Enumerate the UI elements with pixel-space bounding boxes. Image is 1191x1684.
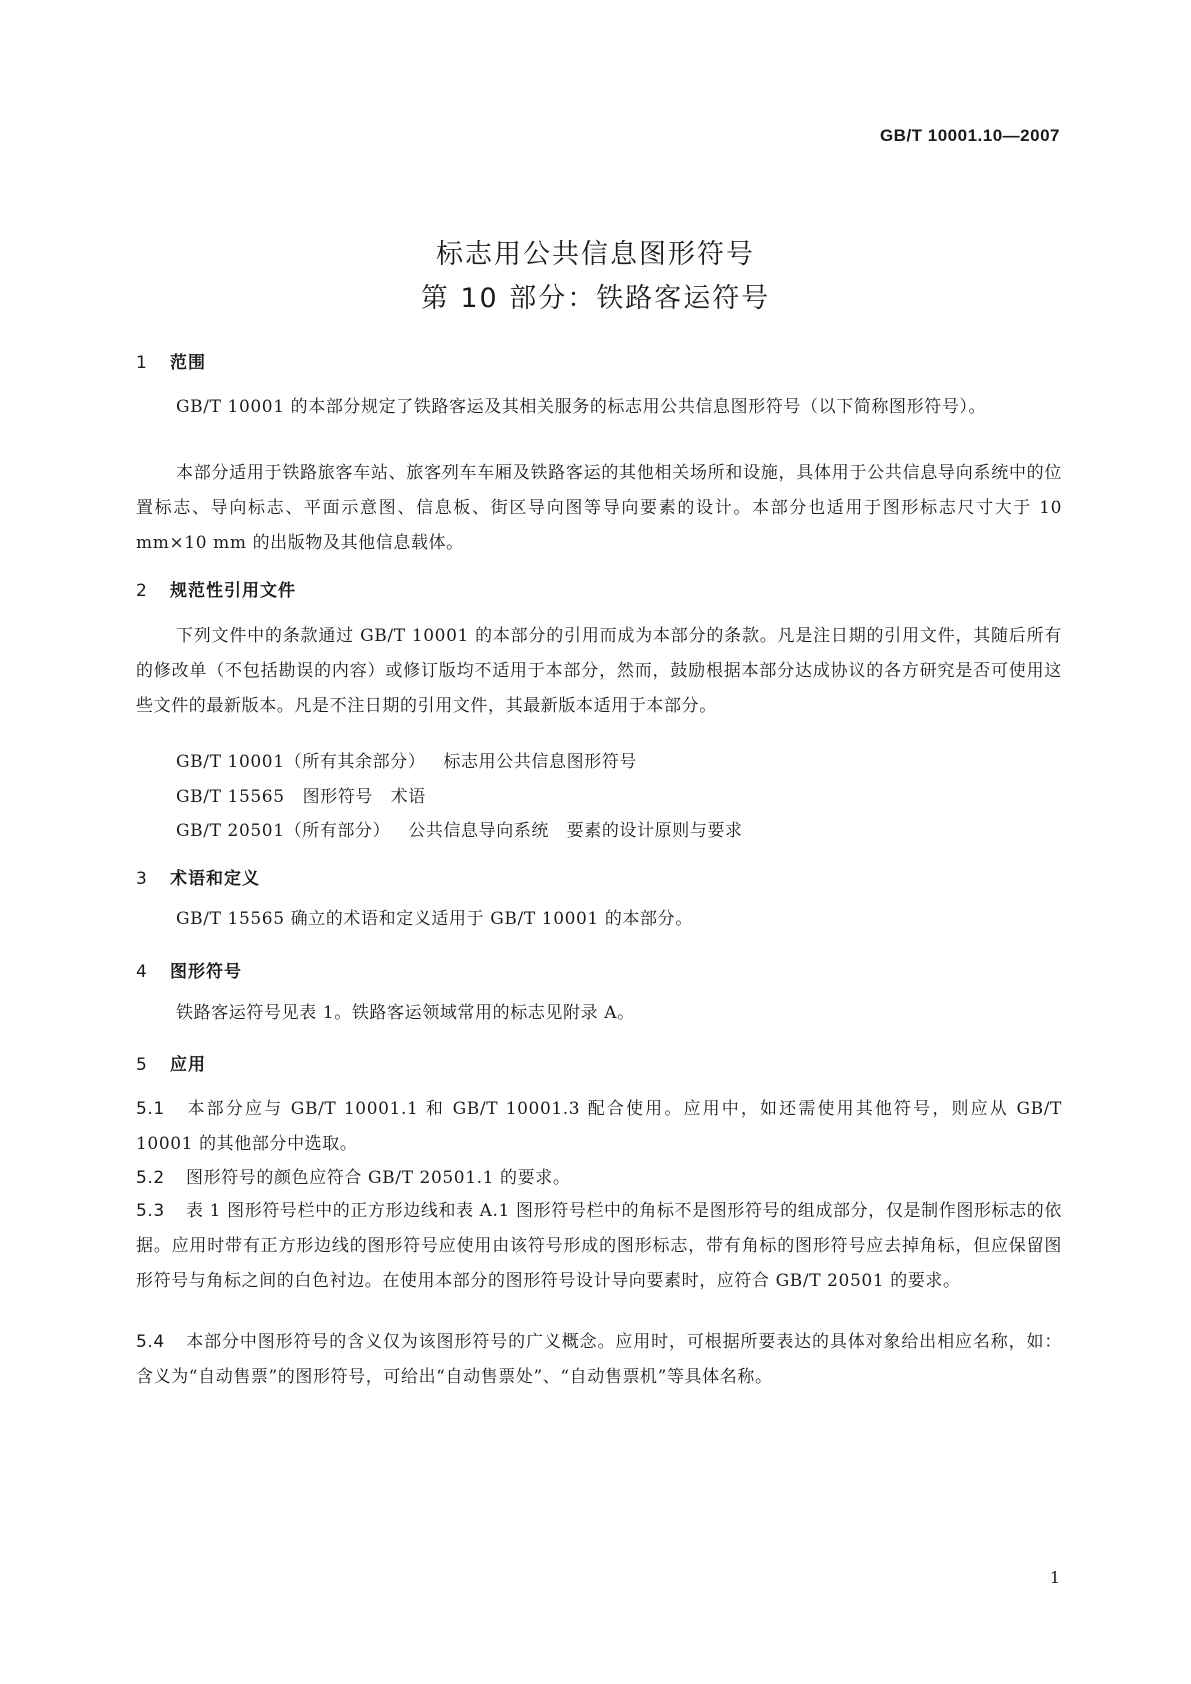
section-heading-normative-references (136, 576, 296, 601)
reference-code: GB/T 10001（所有其余部分） (176, 752, 426, 772)
paragraph: 下列文件中的条款通过 GB/T 10001 的本部分的引用而成为本部分的条款。凡是注日期的引用文件，其随后所有的修改单（不包括勘误的内容）或修订版均不适用于本部分，然而，鼓励根据本部分达成协议的各方研究是否可使用这些文件的最新版本。凡是不注日期的引用文件，其最新版本适用于本部分。 (136, 626, 1062, 716)
paragraph: GB/T 15565 确立的术语和定义适用于 GB/T 10001 的本部分。 (176, 909, 693, 929)
reference-item (176, 745, 637, 780)
section-heading-application (136, 1050, 206, 1075)
paragraph: GB/T 10001 的本部分规定了铁路客运及其相关服务的标志用公共信息图形符号（以下简称图形符号）。 (176, 397, 987, 417)
section-title: 图形符号 (170, 962, 242, 982)
section-title: 术语和定义 (170, 869, 260, 889)
clause-5-1 (136, 1092, 1062, 1162)
clause-5-2 (136, 1161, 1062, 1196)
reference-code: GB/T 15565 (176, 787, 285, 807)
clause-text: 本部分应与 GB/T 10001.1 和 GB/T 10001.3 配合使用。应用中，如还需使用其他符号，则应从 GB/T 10001 的其他部分中选取。 (136, 1099, 1062, 1154)
section-heading-graphical-symbols (136, 957, 242, 982)
document-subtitle: 第 10 部分：铁路客运符号 (420, 283, 771, 314)
page-number: 1 (1049, 1568, 1060, 1587)
section-title: 应用 (170, 1055, 206, 1075)
paragraph: 铁路客运符号见表 1。铁路客运领域常用的标志见附录 A。 (176, 1003, 635, 1023)
document-title: 标志用公共信息图形符号 (436, 239, 755, 270)
clause-5-4 (136, 1325, 1062, 1395)
section-title: 范围 (170, 353, 206, 373)
paragraph: 本部分适用于铁路旅客车站、旅客列车车厢及铁路客运的其他相关场所和设施，具体用于公共信息导向系统中的位置标志、导向标志、平面示意图、信息板、街区导向图等导向要素的设计。本部分也适用于图形标志尺寸大于 10 mm×10 mm 的出版物及其他信息载体。 (136, 463, 1062, 553)
clause-number: 5.2 (136, 1168, 165, 1188)
section-number: 2 (136, 581, 148, 601)
clause-text: 表 1 图形符号栏中的正方形边线和表 A.1 图形符号栏中的角标不是图形符号的组成部分，仅是制作图形标志的依据。应用时带有正方形边线的图形符号应使用由该符号形成的图形标志，带有角标的图形符号应去掉角标，但应保留图形符号与角标之间的白色衬边。在使用本部分的图形符号设计导向要素时，应符合 GB/T 20501 的要求。 (136, 1201, 1062, 1291)
reference-item (176, 814, 743, 849)
standard-code: GB/T 10001.10—2007 (879, 126, 1060, 145)
clause-number: 5.3 (136, 1201, 165, 1221)
reference-code: GB/T 20501（所有部分） (176, 821, 391, 841)
section-number: 3 (136, 869, 148, 889)
section-title: 规范性引用文件 (170, 581, 296, 601)
reference-name: 公共信息导向系统 要素的设计原则与要求 (408, 821, 743, 841)
section-number: 5 (136, 1055, 148, 1075)
reference-item (176, 780, 426, 815)
reference-name: 标志用公共信息图形符号 (443, 752, 638, 772)
clause-text: 图形符号的颜色应符合 GB/T 20501.1 的要求。 (186, 1168, 571, 1188)
clause-text: 本部分中图形符号的含义仅为该图形符号的广义概念。应用时，可根据所要表达的具体对象给出相应名称，如：含义为“自动售票”的图形符号，可给出“自动售票处”、“自动售票机”等具体名称。 (136, 1332, 1062, 1387)
reference-name: 图形符号 术语 (302, 787, 426, 807)
section-number: 4 (136, 962, 148, 982)
clause-5-3 (136, 1194, 1062, 1299)
section-number: 1 (136, 353, 148, 373)
section-heading-scope (136, 348, 206, 373)
clause-number: 5.4 (136, 1332, 165, 1352)
section-heading-terms (136, 864, 260, 889)
clause-number: 5.1 (136, 1099, 165, 1119)
